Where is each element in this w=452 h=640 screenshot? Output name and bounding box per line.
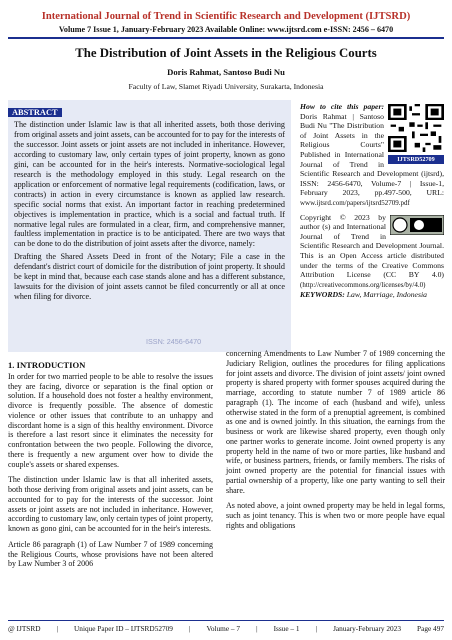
issn-watermark: ISSN: 2456-6470	[146, 337, 202, 346]
footer-date: January-February 2023	[333, 624, 401, 633]
paper-title: The Distribution of Joint Assets in the Religious Courts	[75, 46, 377, 60]
url-label: URL:	[426, 188, 445, 198]
abstract-heading: ABSTRACT	[8, 108, 62, 117]
footer-page: Page 497	[417, 624, 444, 633]
abstract-paragraph-2: Drafting the Shared Assets Deed in front of the Notary; File a case in the defendant's district court of domicile for the distribution of joint property. It should be kept in mind that, because each case stands alone and has a different substance, lawsuits for the division of joint assets cannot be filed concurrently or all at once when filing for divorce.	[14, 252, 285, 302]
footer-issue: Issue – 1	[273, 624, 300, 633]
intro-paragraph-2: The distinction under Islamic law is that all inherited assets, both those deriving from original assets and joint assets, can be accounted for to pay for the interests of the successor. Joint assets or joint assets are not included in inheritance. However, according to customary law, only certain types of joint property, known as gono gini, can be accounted for in the heir's interests.	[8, 475, 213, 533]
footer-sep: |	[315, 624, 318, 633]
intro-paragraph-5: As noted above, a joint owned property may be held in legal forms, such as joint tenancy. This is when two or more people have equal rights and obligations	[226, 501, 445, 530]
intro-paragraph-3: Article 86 paragraph (1) of Law Number 7 of 1989 concerning the Religious Courts, whose provisions have not been altered by Law Number 3 of 2006	[8, 539, 213, 569]
keywords-text: Law, Marriage, Indonesia	[346, 290, 427, 300]
body-left-column	[8, 361, 213, 569]
footer-sep: |	[188, 624, 191, 633]
abstract-paragraph-1: The distinction under Islamic law is that all inherited assets, both those deriving from original assets and joint assets, can be accounted for to pay for the interests of the successor. Joint assets or joint assets are not included in inheritance. However, according to customary law, only certain types of joint property, known as gono gini, can be accounted for in the heir's interests. Normative-sociological legal research is the methodology employed in this study. Legal research on the application or enforcement of normative legal requirements (codification, laws, or contracts) in action in every circumstance is known as applied law research. specific social norms that exist. An important factor in reaching predetermined objectives is implementation in practice, which is a social and factual truth. If normative legal rules are formulated in a clear, firm, and comprehensive manner, faultless implementation in practice is to be anticipated. There are two ways that can be done to do the distribution of joint assets after the divorce, namely:	[14, 120, 285, 249]
paper-url-link[interactable]: www.ijtsrd.com/papers/ijtsrd52709.pdf	[300, 198, 410, 207]
section-heading: 1. INTRODUCTION	[8, 360, 86, 370]
keywords-line	[300, 290, 444, 300]
header-rule	[8, 37, 444, 39]
footer-paper-id: Unique Paper ID – IJTSRD52709	[74, 624, 173, 633]
paper-id-label: IJTSRD52709	[388, 155, 444, 164]
abstract-box	[8, 100, 291, 352]
issue-line: Volume 7 Issue 1, January-February 2023 Available Online: www.ijtsrd.com e-ISSN: 2456 – 6470	[58, 25, 394, 34]
footer-sep: |	[56, 624, 58, 633]
page-footer	[8, 624, 444, 633]
copyright-body: Copyright © 2023 by author (s) and International Journal of Trend in Scientific Research and Development Journal. This is an Open Access article distributed under the terms of the Creative Commons Attribution License (CC BY 4.0)	[300, 212, 444, 280]
journal-title: International Journal of Trend in Scientific Research and Development (IJTSRD)	[41, 11, 411, 22]
paper-authors: Doris Rahmat, Santoso Budi Nu	[167, 67, 285, 77]
qr-code-block	[388, 104, 444, 164]
footer-volume: Volume – 7	[206, 624, 241, 633]
citation-lead: How to cite this paper:	[300, 102, 384, 111]
author-affiliation: Faculty of Law, Slamet Riyadi University, Surakarta, Indonesia	[128, 82, 324, 91]
cc-by-icon	[390, 215, 444, 235]
keywords-label: KEYWORDS:	[300, 290, 345, 300]
citation-panel	[300, 102, 444, 300]
citation-body: Doris Rahmat | Santoso Budi Nu "The Distribution of Joint Assets in the Religious Courts" Published in International Journal of Trend in Scientific Research and Development (ijtsrd), ISSN: 2456-6470, Volume-7 | Issue-1, February 2023, pp.497-500,	[300, 111, 444, 198]
license-url-link[interactable]: (http://creativecommons.org/licenses/by/4.0)	[300, 280, 426, 289]
footer-rule	[8, 620, 444, 621]
intro-paragraph-1: In order for two married people to be able to resolve the issues they are facing, divorce or separation is the final option or solution. If a household does not foster a healthy environment, divorce is frequently possible. The absence of domestic violence or other issues that contribute to an unhappy and discordant home is a sign of this healthy environment. Divorce is therefore a last resort since it eliminates the necessity for confrontation between the two people. Following the divorce, there is frequently a new argument over how to divide the couple's assets or shared expenses.	[8, 371, 213, 469]
qr-code-icon	[388, 104, 444, 152]
footer-sep: |	[256, 624, 258, 633]
cc-license-badge[interactable]	[390, 215, 444, 238]
intro-paragraph-4: concerning Amendments to Law Number 7 of 1989 concerning the Judiciary Religion, outlines the procedures for filing applications for joint assets and divorce. The division of joint assets/ joint owned property is shared property with former spouses acquired during the marriage, according to statute number 7 of 1989 article 86 paragraph (1). The income of each (husband and wife), unless otherwise stated in the form of a prenuptial agreement, is combined as one and is owned jointly. In this situation, the earnings from the business or work are likewise shared property, even though only one partner works to generate income. Joint owned property is any property held in the name of two or more parties, like husband and wife, or business partners, friends, or family members. The risks of joint owned property are the potential for financial issues with partial ownership of a property, like one party wanting to sell their share.	[226, 349, 445, 495]
footer-publisher: @ IJTSRD	[8, 624, 41, 633]
body-right-column	[226, 349, 445, 531]
